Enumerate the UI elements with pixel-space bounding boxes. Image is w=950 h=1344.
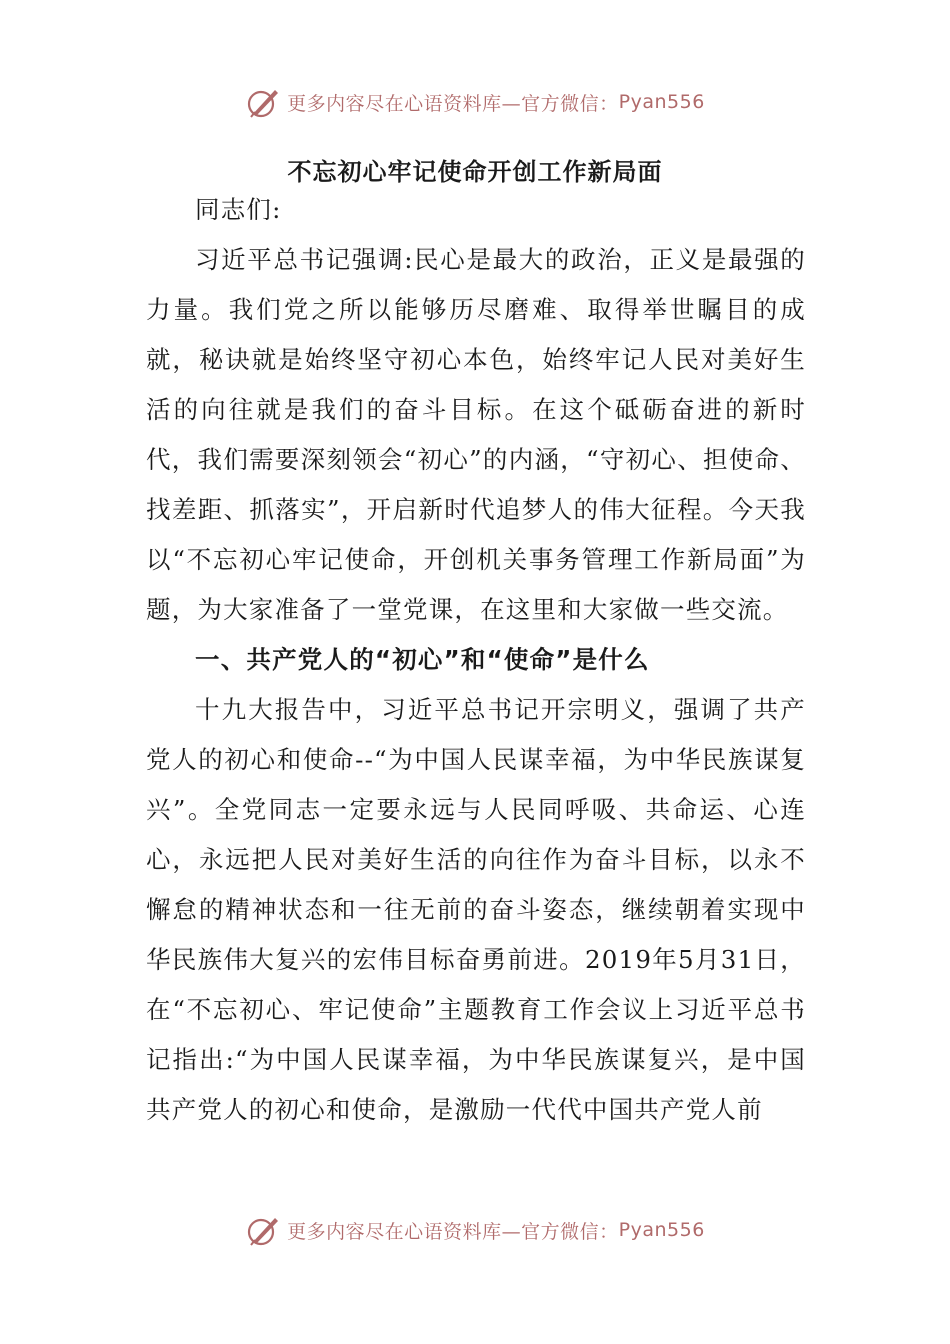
- paragraph-1: 习近平总书记强调:民心是最大的政治，正义是最强的力量。我们党之所以能够历尽磨难、取得举世瞩目的成就，秘诀就是始终坚守初心本色，始终牢记人民对美好生活的向往就是我们的奋斗目标。在这个砥砺奋进的新时代，我们需要深刻领会“初心”的内涵，“守初心、担使命、找差距、抓落实”，开启新时代追梦人的伟大征程。今天我以“不忘初心牢记使命，开创机关事务管理工作新局面”为题，为大家准备了一堂党课，在这里和大家做一些交流。: [146, 245, 806, 624]
- header-wechat-id: Pyan556: [618, 91, 705, 113]
- document-body: [146, 185, 806, 1135]
- quill-pen-logo-icon: [245, 84, 281, 120]
- section-1-heading: 一、共产党人的“初心”和“使命”是什么: [195, 645, 650, 674]
- salutation: 同志们:: [195, 195, 282, 224]
- document-title: 不忘初心牢记使命开创工作新局面: [287, 158, 663, 186]
- footer-banner-text: 更多内容尽在心语资料库—官方微信：: [287, 1220, 619, 1243]
- quill-pen-logo-icon: [245, 1212, 281, 1248]
- footer-wechat-id: Pyan556: [618, 1219, 705, 1241]
- paragraph-2: 十九大报告中，习近平总书记开宗明义，强调了共产党人的初心和使命--“为中国人民谋幸福，为中华民族谋复兴”。全党同志一定要永远与人民同呼吸、共命运、心连心，永远把人民对美好生活的向往作为奋斗目标，以永不懈怠的精神状态和一往无前的奋斗姿态，继续朝着实现中华民族伟大复兴的宏伟目标奋勇前进。2019年5月31日，在“不忘初心、牢记使命”主题教育工作会议上习近平总书记指出:“为中国人民谋幸福，为中华民族谋复兴，是中国共产党人的初心和使命，是激励一代代中国共产党人前: [146, 695, 806, 1124]
- header-banner-text: 更多内容尽在心语资料库—官方微信：: [287, 92, 619, 115]
- footer-banner: [0, 1208, 950, 1252]
- header-banner: [0, 80, 950, 124]
